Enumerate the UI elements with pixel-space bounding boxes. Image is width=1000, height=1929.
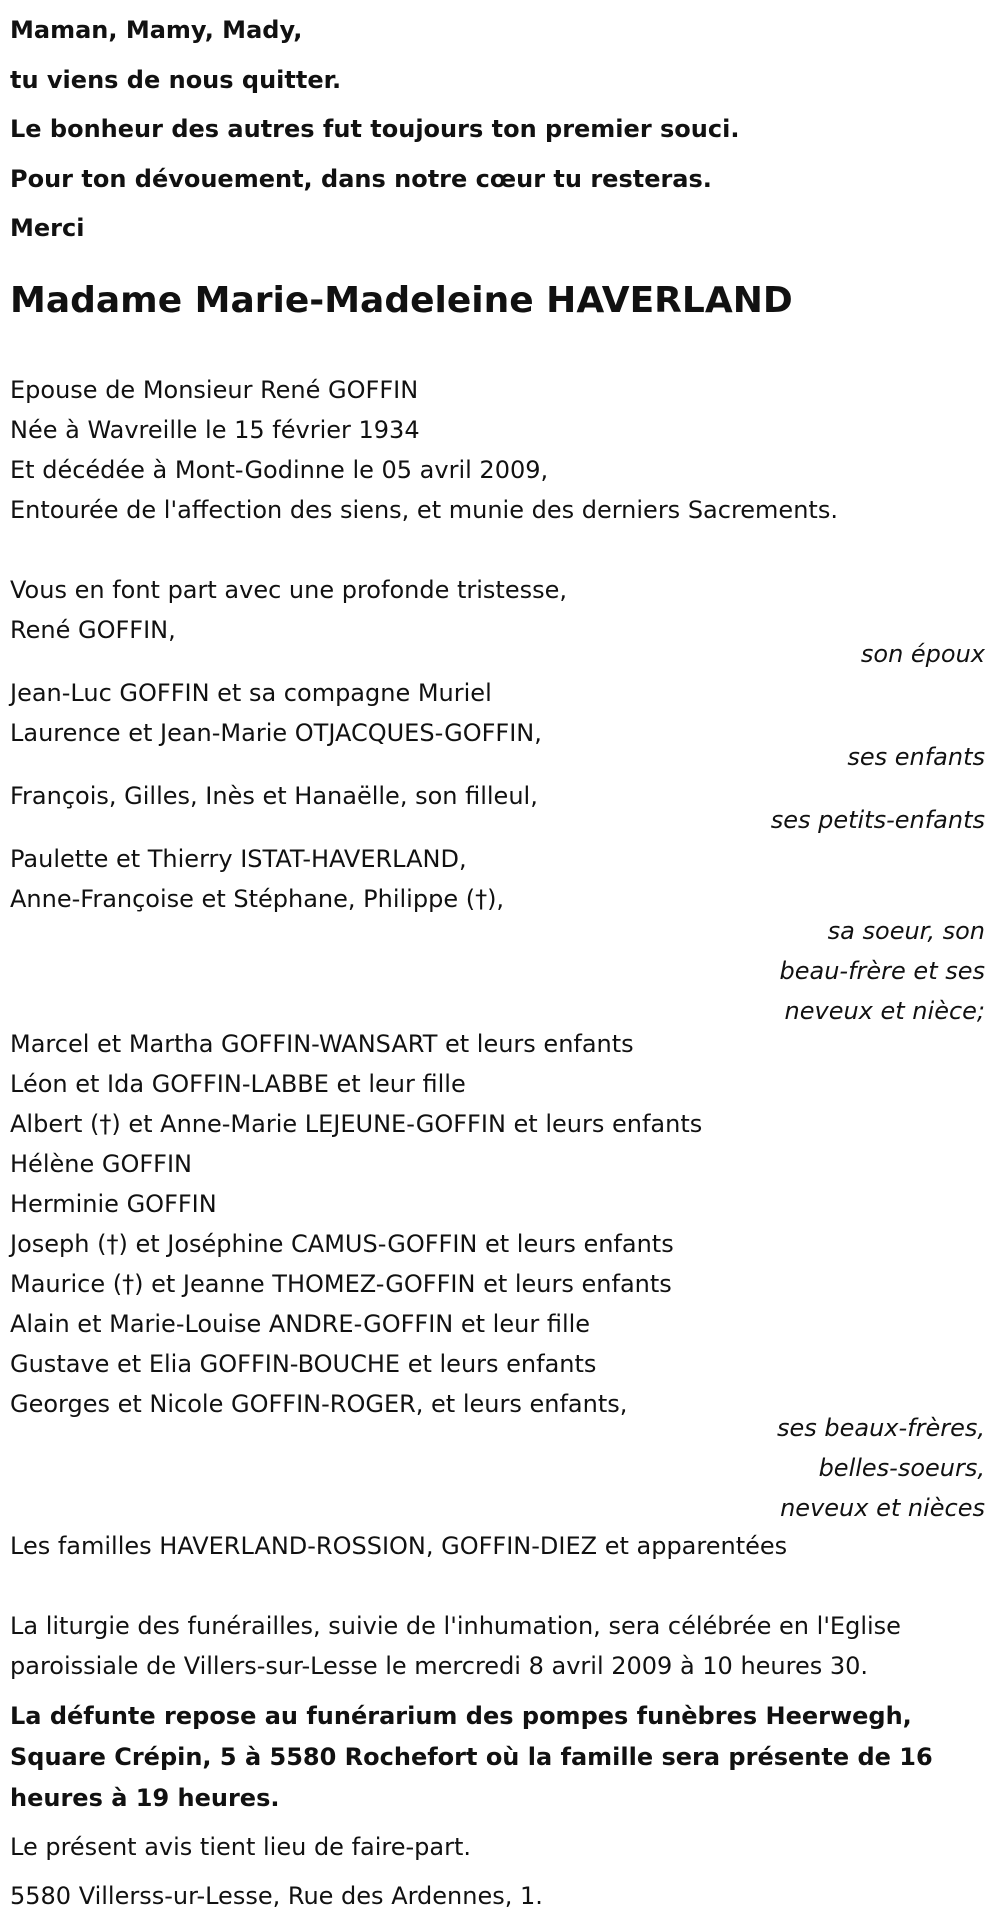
intro-line: Le bonheur des autres fut toujours ton premier souci. bbox=[10, 115, 740, 143]
in-law-line: Alain et Marie-Louise ANDRE-GOFFIN et leur fille bbox=[10, 1310, 591, 1338]
intro-line: Maman, Mamy, Mady, bbox=[10, 16, 303, 44]
in-law-line: Herminie GOFFIN bbox=[10, 1190, 217, 1218]
liturgy-paragraph bbox=[10, 1606, 985, 1686]
grandchildren-line: François, Gilles, Inès et Hanaëlle, son filleul, bbox=[10, 782, 538, 810]
detail-line: Née à Wavreille le 15 février 1934 bbox=[10, 416, 420, 444]
deceased-name: Madame Marie-Madeleine HAVERLAND bbox=[10, 280, 793, 321]
announcement-text: Vous en font part avec une profonde tristesse, bbox=[10, 576, 567, 604]
detail-line: Et décédée à Mont-Godinne le 05 avril 2009, bbox=[10, 456, 549, 484]
in-law-line: Gustave et Elia GOFFIN-BOUCHE et leurs enfants bbox=[10, 1350, 597, 1378]
liturgy-line: paroissiale de Villers-sur-Lesse le mercredi 8 avril 2009 à 10 heures 30. bbox=[10, 1652, 869, 1680]
in-law-line: Maurice (†) et Jeanne THOMEZ-GOFFIN et leurs enfants bbox=[10, 1270, 672, 1298]
address-line: 5580 Villerss-ur-Lesse, Rue des Ardennes, 1. bbox=[10, 1882, 543, 1910]
details-block bbox=[10, 370, 985, 530]
spouse-role: son époux bbox=[860, 640, 985, 668]
grandchildren-entry bbox=[10, 776, 985, 840]
liturgy-line: La liturgie des funérailles, suivie de l'inhumation, sera célébrée en l'Eglise bbox=[10, 1612, 901, 1640]
intro-line: tu viens de nous quitter. bbox=[10, 65, 342, 94]
in-laws-role-line: belles-soeurs, bbox=[818, 1454, 985, 1482]
detail-line: Entourée de l'affection des siens, et munie des derniers Sacrements. bbox=[10, 496, 838, 524]
sibling-line: Anne-Françoise et Stéphane, Philippe (†), bbox=[10, 885, 505, 913]
intro-poem bbox=[10, 6, 739, 254]
in-laws-role-line: neveux et nièces bbox=[780, 1494, 985, 1522]
children-role: ses enfants bbox=[847, 743, 985, 771]
siblings-role-line: beau-frère et ses bbox=[779, 957, 985, 985]
siblings-role-line: sa soeur, son bbox=[827, 917, 985, 945]
in-laws-role-line: ses beaux-frères, bbox=[776, 1414, 985, 1442]
sibling-line: Paulette et Thierry ISTAT-HAVERLAND, bbox=[10, 845, 467, 873]
in-laws-entry bbox=[10, 1024, 985, 1528]
children-entry bbox=[10, 673, 985, 777]
siblings-entry bbox=[10, 839, 985, 1031]
intro-line: Merci bbox=[10, 214, 85, 242]
child-line: Laurence et Jean-Marie OTJACQUES-GOFFIN, bbox=[10, 719, 542, 747]
grandchildren-role: ses petits-enfants bbox=[770, 806, 985, 834]
families-line: Les familles HAVERLAND-ROSSION, GOFFIN-DIEZ et apparentées bbox=[10, 1532, 788, 1560]
funerarium-line: Square Crépin, 5 à 5580 Rochefort où la famille sera présente de 16 bbox=[10, 1743, 933, 1771]
in-law-line: Hélène GOFFIN bbox=[10, 1150, 192, 1178]
notice-line: Le présent avis tient lieu de faire-part. bbox=[10, 1833, 472, 1861]
in-law-line: Georges et Nicole GOFFIN-ROGER, et leurs enfants, bbox=[10, 1390, 628, 1418]
in-law-line: Albert (†) et Anne-Marie LEJEUNE-GOFFIN et leurs enfants bbox=[10, 1110, 703, 1138]
funerarium-line: La défunte repose au funérarium des pompes funèbres Heerwegh, bbox=[10, 1702, 912, 1730]
in-law-line: Joseph (†) et Joséphine CAMUS-GOFFIN et leurs enfants bbox=[10, 1230, 674, 1258]
spouse-name: René GOFFIN, bbox=[10, 616, 176, 644]
funerarium-paragraph bbox=[10, 1696, 985, 1819]
funerarium-line: heures à 19 heures. bbox=[10, 1784, 280, 1812]
in-law-line: Léon et Ida GOFFIN-LABBE et leur fille bbox=[10, 1070, 466, 1098]
child-line: Jean-Luc GOFFIN et sa compagne Muriel bbox=[10, 679, 492, 707]
siblings-role-line: neveux et nièce; bbox=[784, 997, 985, 1025]
detail-line: Epouse de Monsieur René GOFFIN bbox=[10, 376, 419, 404]
in-law-line: Marcel et Martha GOFFIN-WANSART et leurs enfants bbox=[10, 1030, 634, 1058]
spouse-entry bbox=[10, 610, 985, 674]
intro-line: Pour ton dévouement, dans notre cœur tu resteras. bbox=[10, 164, 712, 193]
